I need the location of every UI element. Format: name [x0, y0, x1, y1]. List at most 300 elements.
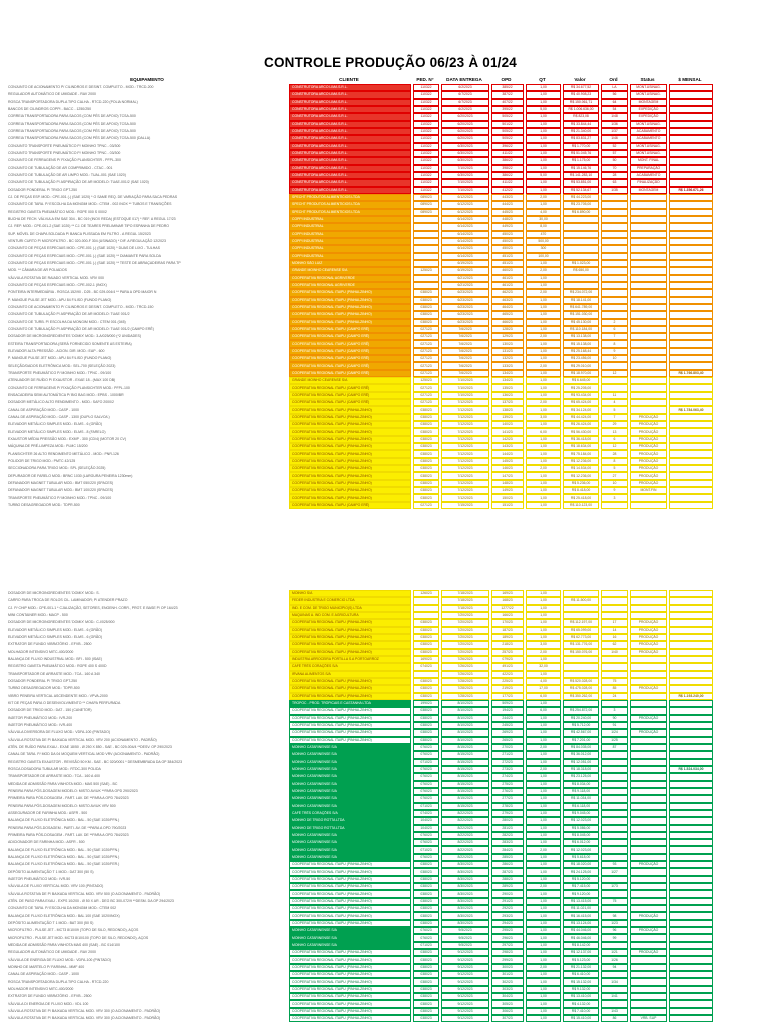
equipment-name: CJ. REP. MOD.: CPE-001-2 (SAE 1020) ** CJ. DE TEARES PRELIMINAR TIPO ESPANHA DE PEDRO — [8, 224, 169, 229]
ord-cell: 1/24 — [601, 729, 628, 736]
status-cell: PREPARAÇÃO — [630, 165, 667, 172]
mensal-cell — [669, 597, 713, 604]
ord-cell: 1/25 — [601, 737, 628, 744]
client-cell: MOINHO CATARINENSE S/A — [289, 788, 411, 795]
ord-cell — [601, 231, 628, 238]
table-row — [8, 890, 715, 897]
date-cell: 7/20/2023 — [441, 612, 489, 619]
mensal-cell — [669, 245, 713, 252]
table-row — [8, 846, 715, 853]
table-row — [8, 773, 715, 780]
ord-cell: 4 — [601, 399, 628, 406]
equipment-name: BALANÇA DE FLUXO ELETRÔNICA MOD.: BAL - 50 (SAE 1020/FER.) — [8, 862, 120, 867]
qt-cell: 1,00 — [526, 839, 561, 846]
equipment-name: MOLHADOR INTENSIVO MITC-400/2000 — [8, 649, 74, 654]
ped-cell: 038023 — [413, 986, 439, 993]
ped-cell: 038023 — [413, 289, 439, 296]
table-row — [8, 715, 715, 722]
mensal-cell — [669, 700, 713, 707]
opd-cell: 291/23 — [491, 898, 524, 905]
client-cell: COOPERATIVA REGIONAL ITAIPU (PINHALZINHO) — [289, 649, 411, 656]
ped-cell: 074023 — [413, 663, 439, 670]
client-cell: COOPERATIVA REGIONAL ITAIPU (PINHALZINHO) — [289, 883, 411, 890]
qt-cell: 30,00 — [526, 216, 561, 223]
equipment-name: CJ. P/ CHIP MOD.: CPE-001-1 * CJALIZAÇÃO, SETORES, ENGENH. CORR., PROT. E BASE P/ OP 164/23 — [8, 605, 178, 610]
valor-cell: R$ 20.240,00 — [563, 715, 599, 722]
equipment-name: PRIMEIRA PARA PÓS-DOSAGEM - PART. LAV. DE **PARA A OPD 784/2023 — [8, 796, 129, 801]
status-cell — [630, 590, 667, 597]
qt-cell: 2,00 — [526, 744, 561, 751]
ped-cell: 038023 — [413, 715, 439, 722]
ord-cell — [601, 384, 628, 391]
client-cell: CONSTRUTORA ARCO LIMA S.R.L. — [289, 135, 411, 142]
col-cliente: CLIENTE — [339, 77, 359, 82]
ord-cell: 29 — [601, 421, 628, 428]
table-row — [8, 99, 715, 106]
date-cell: 8/15/2023 — [441, 744, 489, 751]
date-cell: 6/20/2023 — [441, 121, 489, 128]
opd-cell: 398/22 — [491, 165, 524, 172]
client-cell: CONSTRUTORA ARCO LIMA S.R.L. — [289, 121, 411, 128]
mensal-cell — [669, 472, 713, 479]
client-cell: COOPERATIVA REGIONAL ITAIPU (PINHALZINHO) — [289, 450, 411, 457]
date-cell: 6/19/2023 — [441, 267, 489, 274]
ord-cell: 56 — [601, 91, 628, 98]
client-cell: COOPERATIVA REGIONAL ITAIPU (PINHALZINHO) — [289, 729, 411, 736]
table-row — [8, 663, 715, 670]
date-cell: 7/18/2023 — [441, 590, 489, 597]
mensal-cell — [669, 458, 713, 465]
ped-cell — [413, 260, 439, 267]
opd-cell: 296/23 — [491, 934, 524, 941]
client-cell: MOINHO SÃO LUIZ — [289, 260, 411, 267]
valor-cell: R$ 36.418,00 — [563, 436, 599, 443]
equipment-name: MICROFILTRO - PULSE JET - MCT3 8/10/09 (TOPO DE SILO, REDONDO), AÇOS — [8, 928, 139, 933]
mensal-cell — [669, 898, 713, 905]
mensal-cell — [669, 348, 713, 355]
ped-cell: 076023 — [413, 795, 439, 802]
qt-cell: 1,00 — [526, 494, 561, 501]
opd-cell: 302/23 — [491, 978, 524, 985]
status-cell: PRODUÇÃO — [630, 414, 667, 421]
page-title: CONTROLE PRODUÇÃO 06/23 À 01/24 — [264, 55, 518, 70]
date-cell: 8/15/2023 — [441, 803, 489, 810]
qt-cell: 1,00 — [526, 179, 561, 186]
valor-cell: R$ 4.132,00 — [563, 1000, 599, 1007]
ped-cell: 199023 — [413, 700, 439, 707]
table-row — [8, 187, 715, 194]
mensal-cell — [669, 803, 713, 810]
table-row — [8, 605, 715, 612]
mensal-cell — [669, 671, 713, 678]
ord-cell — [601, 825, 628, 832]
qt-cell: 1,00 — [526, 406, 561, 413]
equipment-name: TRANSPORTADOR DE ARRASTE MOD.: TCA - 160 A 400 — [8, 774, 100, 779]
date-cell: 9/12/2023 — [441, 949, 489, 956]
opd-cell: 149/23 — [491, 487, 524, 494]
status-cell — [630, 348, 667, 355]
valor-cell: R$ 7.410,00 — [563, 1008, 599, 1015]
qt-cell: 1,00 — [526, 788, 561, 795]
mensal-cell — [669, 993, 713, 1000]
ord-cell: 57 — [601, 150, 628, 157]
mensal-cell — [669, 487, 713, 494]
opd-cell: 450/23 — [491, 238, 524, 245]
valor-cell: R$ 11.500,00 — [563, 597, 599, 604]
client-cell: CAFÉ TRÊS CORAÇÕES S/A — [289, 663, 411, 670]
valor-cell: R$ 18.020,00 — [563, 861, 599, 868]
table-row — [8, 465, 715, 472]
equipment-name: REGULADOR AUTOMÁTICO DE UMIDADE - RAV 2000 — [8, 950, 96, 955]
ord-cell: 6 — [601, 326, 628, 333]
ord-cell — [601, 275, 628, 282]
ord-cell — [601, 297, 628, 304]
equipment-name: POLIDOR DE TRIGO MOD.: PMTC 42/125 — [8, 458, 76, 463]
ord-cell: 90 — [601, 715, 628, 722]
opd-cell: 136/23 — [491, 392, 524, 399]
mensal-cell — [669, 267, 713, 274]
ord-cell: 13 — [601, 428, 628, 435]
ord-cell: 1/34 — [601, 978, 628, 985]
ped-cell — [413, 245, 439, 252]
mensal-cell — [669, 868, 713, 875]
ped-cell: 110322 — [413, 157, 439, 164]
status-cell: ACABAMENTO — [630, 172, 667, 179]
client-cell: COPPI INDUSTRIAL — [289, 253, 411, 260]
ped-cell: 038023 — [413, 436, 439, 443]
status-cell — [630, 722, 667, 729]
ped-cell — [413, 253, 439, 260]
ord-cell: 1/36 — [601, 121, 628, 128]
mensal-cell — [669, 480, 713, 487]
valor-cell: R$ 44.424,00 — [563, 414, 599, 421]
ped-cell: 038023 — [413, 304, 439, 311]
qt-cell: 1,00 — [526, 832, 561, 839]
qt-cell: 1,00 — [526, 377, 561, 384]
date-cell: 9/12/2023 — [441, 964, 489, 971]
col-valor: Valor — [574, 77, 586, 82]
table-row — [8, 143, 715, 150]
date-cell: 7/12/2023 — [441, 487, 489, 494]
ped-cell: 126023 — [413, 590, 439, 597]
status-cell: PRODUÇÃO — [630, 436, 667, 443]
table-row — [8, 744, 715, 751]
ord-cell: 1/43 — [601, 1008, 628, 1015]
status-cell — [630, 297, 667, 304]
valor-cell: R$ 51.045,76 — [563, 150, 599, 157]
valor-cell: R$ 45.130,00 — [563, 319, 599, 326]
table-row — [8, 231, 715, 238]
ord-cell: 1/26 — [601, 956, 628, 963]
opd-cell: 189/23 — [491, 634, 524, 641]
equipment-name: VÁLVULA DI ENERGIA DE FLUXO MOD.: VDL 100 — [8, 1001, 89, 1006]
status-cell: PRODUÇÃO — [630, 729, 667, 736]
opd-cell: 187/23 — [491, 627, 524, 634]
date-cell: 7/10/2023 — [441, 377, 489, 384]
equipment-name: MICROFILTRO - PULSE JET MOD. MCT3 8/10/100 (TOPO DE SILO, REDONDO), AÇOS — [8, 935, 149, 940]
client-cell: COOPERATIVA REGIONAL ITAIPU (PINHALZINHO) — [289, 297, 411, 304]
qt-cell: 1,00 — [526, 700, 561, 707]
mensal-cell — [669, 883, 713, 890]
equipment-name: CANAL DE ASPIRAÇÃO MOD.: CASP - 1000 — [8, 972, 79, 977]
status-cell: PRODUÇÃO — [630, 912, 667, 919]
mensal-cell — [669, 253, 713, 260]
col-ord: Ord — [609, 77, 618, 82]
opd-cell: 445/23 — [491, 209, 524, 216]
date-cell: 8/22/2023 — [441, 825, 489, 832]
qt-cell: 1,00 — [526, 898, 561, 905]
status-cell: PRODUÇÃO — [630, 421, 667, 428]
mensal-cell — [669, 641, 713, 648]
qt-cell: 3,00 — [526, 641, 561, 648]
date-cell: 6/20/2023 — [441, 135, 489, 142]
ord-cell — [601, 817, 628, 824]
date-cell: 8/15/2023 — [441, 795, 489, 802]
ped-cell: 038023 — [413, 978, 439, 985]
ped-cell: 169023 — [413, 656, 439, 663]
table-row — [8, 649, 715, 656]
table-row — [8, 267, 715, 274]
date-cell: 8/10/2023 — [441, 700, 489, 707]
ord-cell — [601, 766, 628, 773]
qt-cell: 1,00 — [526, 942, 561, 949]
date-cell: 8/22/2023 — [441, 839, 489, 846]
table-row — [8, 326, 715, 333]
opd-cell: 137/23 — [491, 399, 524, 406]
table-row — [8, 494, 715, 501]
table-row — [8, 795, 715, 802]
table-row — [8, 480, 715, 487]
mensal-cell — [669, 678, 713, 685]
qt-cell: 1,00 — [526, 487, 561, 494]
ped-cell: 104023 — [413, 817, 439, 824]
date-cell: 7/12/2023 — [441, 494, 489, 501]
equipment-name: DEPÓSITO ALIMENTAÇÃO T 1 MOD.: BAT 300 (50 S) — [8, 920, 94, 925]
ped-cell: 074023 — [413, 810, 439, 817]
ped-cell: 038023 — [413, 920, 439, 927]
date-cell: 6/14/2023 — [441, 245, 489, 252]
status-cell — [630, 1000, 667, 1007]
opd-cell: 257/23 — [491, 649, 524, 656]
opd-cell: 276/23 — [491, 788, 524, 795]
client-cell: COPPI INDUSTRIAL — [289, 245, 411, 252]
equipment-name: CONJUNTO DE TARA. P/ ESCOLHA DA MONGIM MOD.: CTEM - 002 INOX ** TUBOS E TRANSIÇÕES — [8, 202, 172, 207]
qt-cell: 1,00 — [526, 91, 561, 98]
mensal-cell — [669, 84, 713, 91]
valor-cell: R$ 12.023,00 — [563, 817, 599, 824]
valor-cell: R$ 150.061,71 — [563, 99, 599, 106]
date-cell: 6/2/2023 — [441, 106, 489, 113]
equipment-name: INJETOR PNEUMÁTICO MOD.: IVR-200 — [8, 715, 73, 720]
qt-cell: 1,00 — [526, 619, 561, 626]
mensal-cell — [669, 685, 713, 692]
equipment-name: ATÉN. DE RUÍDO PARA EXAU - EXAE 18/50 - Ø 250 X 850 - SAE - BC 029-004/4 **DESV. OP 290/2023 — [8, 745, 172, 750]
client-cell: COOPERATIVA REGIONAL ITAIPU (PINHALZINHO) — [289, 619, 411, 626]
table-row — [8, 810, 715, 817]
opd-cell: 177/23 — [491, 693, 524, 700]
qt-cell: 1,00 — [526, 340, 561, 347]
qt-cell: 1,00 — [526, 949, 561, 956]
qt-cell: 2,00 — [526, 964, 561, 971]
status-cell: MONT.USINAG. — [630, 150, 667, 157]
ped-cell: 027123 — [413, 399, 439, 406]
opd-cell: 275/23 — [491, 781, 524, 788]
valor-cell: R$ 62.773,00 — [563, 634, 599, 641]
table-row — [8, 362, 715, 369]
mensal-cell — [669, 282, 713, 289]
date-cell: 8/15/2023 — [441, 759, 489, 766]
date-cell: 8/30/2023 — [441, 890, 489, 897]
equipment-name: DOSADOR DE TRIGO MOD.: DAT - 150 (CANETOR) — [8, 708, 92, 713]
qt-cell: 1,00 — [526, 590, 561, 597]
qt-cell: 1,00 — [526, 803, 561, 810]
equipment-name: REGISTRO GAVETA PNEUMÁTICO MOD.: RGPE 000 S 000/2 — [8, 209, 107, 214]
client-cell: TROPOC - PROD. TRÓPICAIS E CASTANHA LTDA — [289, 700, 411, 707]
table-row — [8, 722, 715, 729]
qt-cell: 1,00 — [526, 297, 561, 304]
ord-cell — [601, 751, 628, 758]
ord-cell: 3 — [601, 707, 628, 714]
status-cell: PRODUÇÃO — [630, 715, 667, 722]
valor-cell — [563, 238, 599, 245]
qt-cell: 2,00 — [526, 289, 561, 296]
qt-cell: 1,00 — [526, 348, 561, 355]
ord-cell — [601, 890, 628, 897]
table-row — [8, 436, 715, 443]
date-cell: 7/6/2023 — [441, 326, 489, 333]
opd-cell: 422/23 — [491, 671, 524, 678]
ped-cell: 110322 — [413, 121, 439, 128]
date-cell: 9/12/2023 — [441, 1015, 489, 1022]
client-cell: COOPERATIVA REGIONAL ITAIPU (PINHALZINHO) — [289, 920, 411, 927]
valor-cell — [563, 231, 599, 238]
ped-cell: 038023 — [413, 964, 439, 971]
ord-cell: 52 — [601, 143, 628, 150]
date-cell: 7/12/2023 — [441, 414, 489, 421]
client-cell: CONSTRUTORA ARCO LIMA S.R.L. — [289, 187, 411, 194]
mensal-cell — [669, 194, 713, 201]
table-row — [8, 502, 715, 509]
qt-cell: 2,00 — [526, 399, 561, 406]
valor-cell: R$ 1.770,00 — [563, 143, 599, 150]
client-cell: COOPERATIVA REGIONAL ITAIPU (CAMPO ERÊ) — [289, 348, 411, 355]
table-row — [8, 113, 715, 120]
valor-cell: R$ 110.184,00 — [563, 326, 599, 333]
ord-cell: 85 — [601, 685, 628, 692]
mensal-cell — [669, 502, 713, 509]
date-cell: 6/30/2023 — [441, 157, 489, 164]
opd-cell: 443/23 — [491, 194, 524, 201]
client-cell: MOINHO CATARINENSE S/A — [289, 773, 411, 780]
mensal-cell — [669, 986, 713, 993]
opd-cell: 134/23 — [491, 377, 524, 384]
qt-cell: 1,00 — [526, 971, 561, 978]
equipment-name: CONJUNTO DE TARA. P/ ESCOLHA DA MONGIM MOD.: CTEM 002 — [8, 906, 117, 911]
ord-cell: 3 — [601, 494, 628, 501]
status-cell — [630, 905, 667, 912]
qt-cell: 1,00 — [526, 729, 561, 736]
date-cell: 8/22/2023 — [441, 817, 489, 824]
valor-cell: R$ 5.086,00 — [563, 825, 599, 832]
opd-cell: 449/23 — [491, 223, 524, 230]
valor-cell: R$ 24.125,00 — [563, 868, 599, 875]
mensal-cell — [669, 143, 713, 150]
status-cell — [630, 282, 667, 289]
status-cell — [630, 392, 667, 399]
status-cell: EXPEDIÇÃO — [630, 106, 667, 113]
status-cell — [630, 1008, 667, 1015]
date-cell: 7/10/2023 — [441, 165, 489, 172]
mensal-cell — [669, 964, 713, 971]
ord-cell — [601, 590, 628, 597]
client-cell: COOPERATIVA REGIONAL ITAIPU (PINHALZINHO) — [289, 707, 411, 714]
ord-cell: 2 — [601, 319, 628, 326]
equipment-name: SUP. MÓVEL DE CHAPA SOLDADA P/ BANCA PLISSADA EM FILTRO - A REGUL 15/2023 — [8, 231, 151, 236]
valor-cell: R$ 1.023,00 — [563, 260, 599, 267]
qt-cell: 1,00 — [526, 854, 561, 861]
ped-cell: 076023 — [413, 788, 439, 795]
ord-cell — [601, 282, 628, 289]
ord-cell: 9 — [601, 487, 628, 494]
table-row — [8, 861, 715, 868]
opd-cell: 145/23 — [491, 458, 524, 465]
date-cell: 8/10/2023 — [441, 722, 489, 729]
table-row — [8, 949, 715, 956]
date-cell: 7/18/2023 — [441, 605, 489, 612]
qt-cell: 1,00 — [526, 450, 561, 457]
ped-cell: 027123 — [413, 392, 439, 399]
equipment-name: VENTURI CURTO P/ MICROFILTRO - BC 020-000-F 304 (USINADO) * DIF. A REGULAÇÃO 12/2023 — [8, 239, 166, 244]
date-cell: 6/30/2023 — [441, 143, 489, 150]
ped-cell: 110322 — [413, 165, 439, 172]
table-row — [8, 920, 715, 927]
qt-cell: 1,00 — [526, 311, 561, 318]
ord-cell — [601, 238, 628, 245]
client-cell: MOINHO CATARINENSE S/A — [289, 832, 411, 839]
valor-cell: R$ 18.634,00 — [563, 443, 599, 450]
ped-cell: 038023 — [413, 971, 439, 978]
ped-cell: 038023 — [413, 297, 439, 304]
mensal-cell — [669, 825, 713, 832]
opd-cell: 133/23 — [491, 362, 524, 369]
qt-cell: 500,00 — [526, 238, 561, 245]
table-row — [8, 839, 715, 846]
mensal-cell — [669, 172, 713, 179]
opd-cell: 412/22 — [491, 187, 524, 194]
equipment-name: P. MANGUE PULSE JET MOD.: APU 84 F/LISO (FUNDO PLANO) — [8, 356, 112, 361]
equipment-name: CONJUNTO TRANSPORTE PNEUMÁTICO P/ MOINHO TPNC - 03/300 — [8, 143, 121, 148]
equipment-name: ELEVADOR METÁLICO SIMPLES MOD.: ELMS - 8 (FARELO) — [8, 429, 106, 434]
valor-cell: R$ 25.418,00 — [563, 494, 599, 501]
client-cell: CONSTRUTORA ARCO LIMA S.R.L. — [289, 150, 411, 157]
status-cell — [630, 890, 667, 897]
opd-cell: 218/23 — [491, 641, 524, 648]
table-row — [8, 883, 715, 890]
mensal-cell — [669, 311, 713, 318]
ord-cell — [601, 223, 628, 230]
equipment-name: ESTEIRA TRANSPORTADORA (SERÁ FORNECIDO SOMENTE AS ESTEIRA) — [8, 341, 132, 346]
opd-cell: 144/23 — [491, 450, 524, 457]
valor-cell: R$ 641.789,00 — [563, 304, 599, 311]
mensal-cell — [669, 260, 713, 267]
status-cell: PRODUÇÃO — [630, 480, 667, 487]
mensal-cell — [669, 634, 713, 641]
table-row — [8, 1000, 715, 1007]
mensal-cell — [669, 627, 713, 634]
opd-cell: 079/23 — [491, 656, 524, 663]
ped-cell: 110322 — [413, 106, 439, 113]
qt-cell: 1,00 — [526, 978, 561, 985]
